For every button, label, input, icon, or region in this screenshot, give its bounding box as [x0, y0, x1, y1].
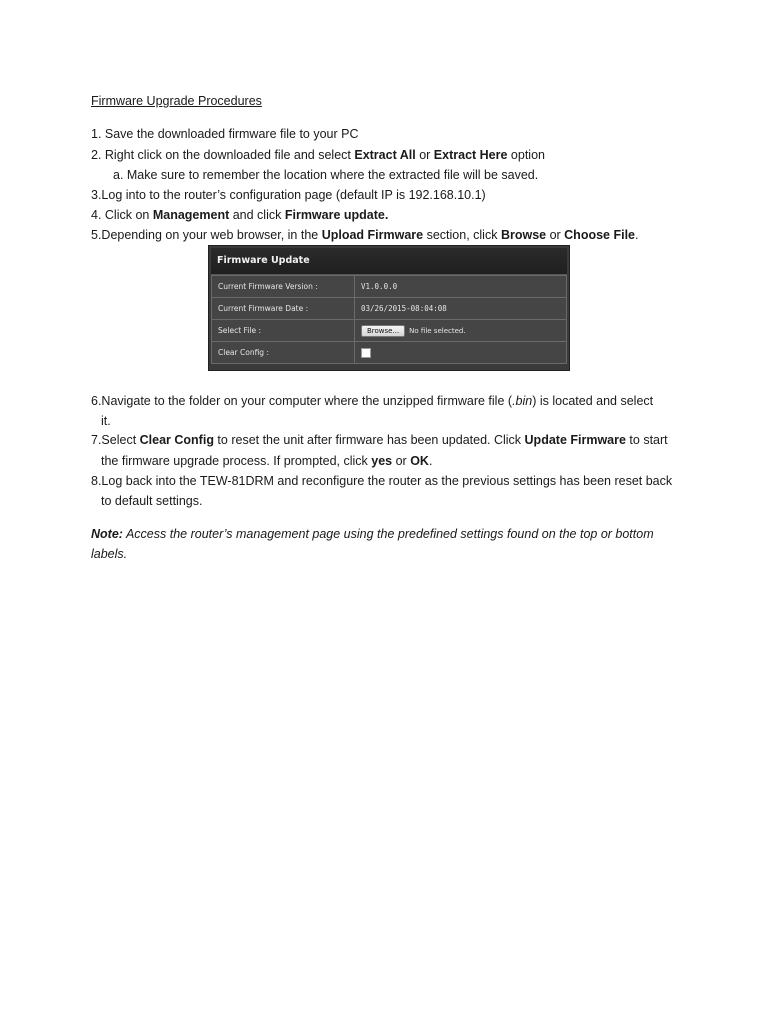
firmware-update-table: [211, 275, 567, 364]
step-1-text: 1. Save the downloaded firmware file to your PC: [91, 127, 359, 141]
step-7-post: to start: [625, 433, 668, 447]
table-row: [212, 276, 567, 298]
note-line2: labels.: [91, 547, 128, 561]
step-6: [91, 393, 653, 409]
note-cont: [91, 546, 127, 562]
firmware-date-label: Current Firmware Date :: [212, 298, 355, 320]
clear-config-text: Clear Config: [139, 433, 214, 447]
step-7-text: 7.Select: [91, 433, 140, 447]
step-8: [91, 473, 672, 489]
step-4-text: 4. Click on: [91, 208, 153, 222]
yes-label: yes: [371, 454, 393, 468]
table-row: [212, 342, 567, 364]
step-5-text: 5.Depending on your web browser, in the: [91, 228, 322, 242]
firmware-date-value: 03/26/2015-08:04:08: [355, 298, 567, 320]
firmware-update-panel: [208, 245, 570, 371]
step-2-text: 2. Right click on the downloaded file and select: [91, 148, 355, 162]
select-file-cell: [355, 320, 567, 342]
note-text: Access the router’s management page using the predefined settings found on the top or bottom: [122, 527, 654, 541]
step-7-period: .: [428, 454, 433, 468]
step-8-line2: to default settings.: [101, 494, 203, 508]
management-label: Management: [152, 208, 230, 222]
step-7-mid: to reset the unit after firmware has been updated. Click: [213, 433, 525, 447]
select-file-label: Select File :: [212, 320, 355, 342]
firmware-version-label: Current Firmware Version :: [212, 276, 355, 298]
step-2-option: option: [507, 148, 545, 162]
clear-config-cell: [355, 342, 567, 364]
extract-all-label: Extract All: [354, 148, 416, 162]
upload-firmware-label: Upload Firmware: [321, 228, 424, 242]
firmware-version-value: V1.0.0.0: [355, 276, 567, 298]
note-label: Note:: [91, 527, 123, 541]
step-3: [91, 187, 486, 203]
step-6-post: ) is located and select: [532, 394, 654, 408]
step-5-mid: section, click: [423, 228, 501, 242]
table-row: [212, 320, 567, 342]
step-2-or: or: [415, 148, 434, 162]
table-row: [212, 298, 567, 320]
note: [91, 526, 654, 542]
step-4: [91, 207, 388, 223]
step-7-or: or: [392, 454, 411, 468]
firmware-update-label: Firmware update.: [284, 208, 389, 222]
ok-label: OK: [410, 454, 429, 468]
step-7: [91, 432, 668, 448]
step-2a-text: a. Make sure to remember the location where the extracted file will be saved.: [113, 168, 539, 182]
clear-config-checkbox[interactable]: [361, 348, 371, 358]
update-firmware-label: Update Firmware: [524, 433, 626, 447]
step-7-cont: [101, 453, 432, 469]
browse-label: Browse: [500, 228, 547, 242]
step-4-mid: and click: [229, 208, 285, 222]
step-6-cont: [101, 413, 111, 429]
step-8-text: 8.Log back into the TEW-81DRM and reconfigure the router as the previous settings has been reset back: [91, 474, 673, 488]
step-5: [91, 227, 638, 243]
step-6-text: 6.Navigate to the folder on your computer where the unzipped firmware file (: [91, 394, 513, 408]
step-8-cont: [101, 493, 202, 509]
step-5-period: .: [635, 228, 639, 242]
firmware-update-header: Firmware Update: [211, 248, 567, 275]
step-1: [91, 126, 359, 142]
step-5-or: or: [546, 228, 565, 242]
bin-extension: .bin: [512, 394, 533, 408]
step-2: [91, 147, 545, 163]
clear-config-label: Clear Config :: [212, 342, 355, 364]
step-6-line2: it.: [101, 414, 111, 428]
step-3-text: 3.Log into to the router’s configuration page (default IP is 192.168.10.1): [91, 188, 486, 202]
extract-here-label: Extract Here: [433, 148, 508, 162]
step-2a: [113, 167, 538, 183]
page-title: Firmware Upgrade Procedures: [91, 94, 262, 108]
step-7-line2: the firmware upgrade process. If prompted, click: [101, 454, 372, 468]
file-status: No file selected.: [409, 326, 466, 335]
choose-file-label: Choose File: [564, 228, 635, 242]
browse-button[interactable]: Browse...: [361, 325, 405, 337]
